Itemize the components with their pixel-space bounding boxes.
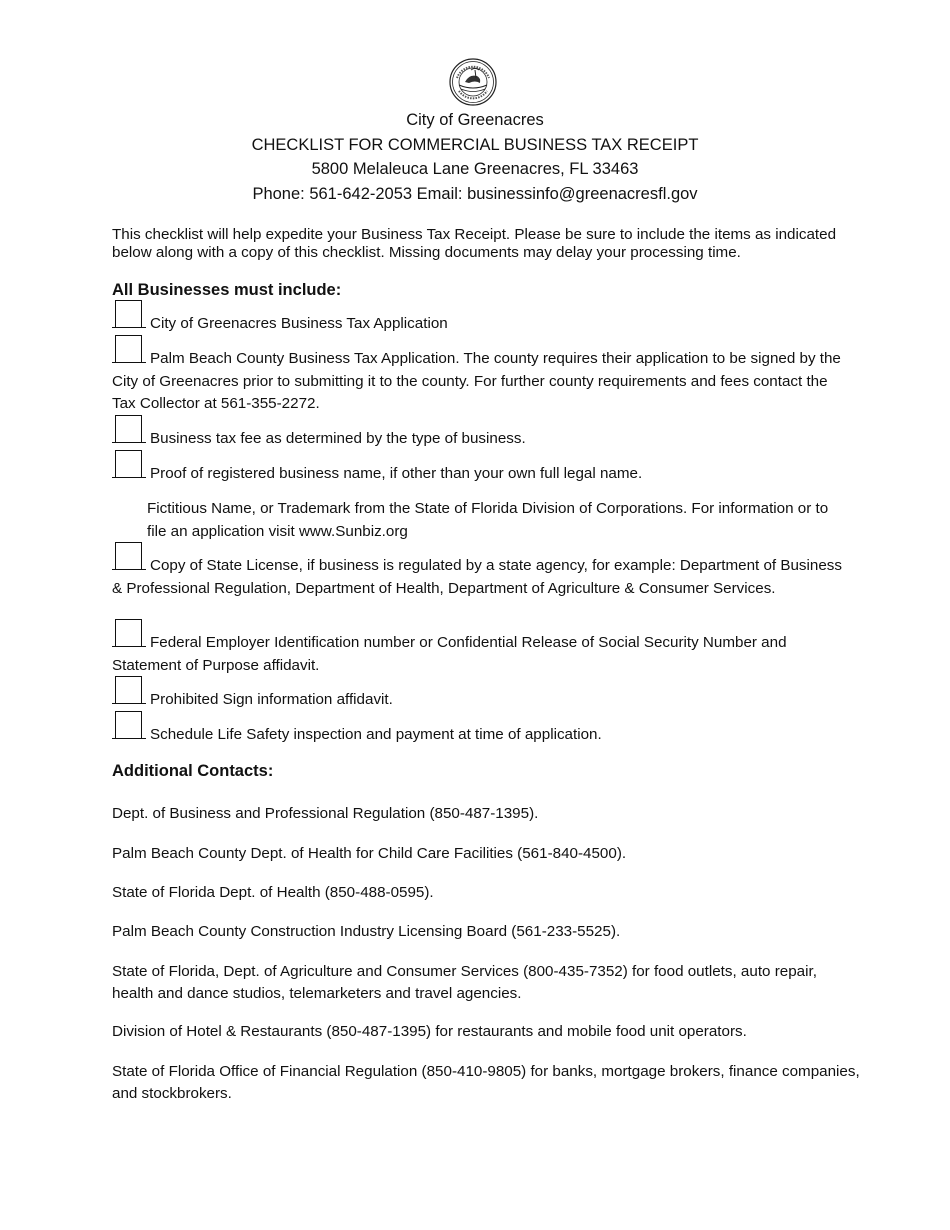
intro-text: This checklist will help expedite your Business Tax Receipt. Please be sure to include the items as indicated below along with a copy of this checklist. Missing documents may delay your processing time. xyxy=(112,226,837,261)
checklist-heading: All Businesses must include: xyxy=(112,281,342,299)
document-title: CHECKLIST FOR COMMERCIAL BUSINESS TAX RECEIPT xyxy=(251,135,699,154)
checklist-item xyxy=(112,348,852,416)
contact-item: State of Florida Office of Financial Regulation (850-410-9805) for banks, mortgage brokers, finance companies, and stockbrokers. xyxy=(112,1063,860,1102)
contact-item: Palm Beach County Dept. of Health for Child Care Facilities (561-840-4500). xyxy=(112,845,627,862)
checklist-item xyxy=(112,724,852,747)
checklist-item xyxy=(112,632,852,677)
contact-item: Dept. of Business and Professional Regulation (850-487-1395). xyxy=(112,805,539,822)
checklist-item-text: Business tax fee as determined by the type of business. xyxy=(150,430,526,447)
city-address: 5800 Melaleuca Lane Greenacres, FL 33463 xyxy=(311,160,639,178)
document-header xyxy=(0,108,950,206)
checkbox[interactable] xyxy=(112,313,146,328)
contact-item: Palm Beach County Construction Industry Licensing Board (561-233-5525). xyxy=(112,923,621,940)
city-seal-icon xyxy=(449,58,497,106)
contacts-heading: Additional Contacts: xyxy=(112,762,274,780)
checklist-item-text: Schedule Life Safety inspection and payment at time of application. xyxy=(150,726,602,743)
checkbox[interactable] xyxy=(112,428,146,443)
city-contact-info: Phone: 561-642-2053 Email: businessinfo@greenacresfl.gov xyxy=(252,184,698,203)
city-name: City of Greenacres xyxy=(406,111,544,129)
checklist-item xyxy=(112,689,852,712)
contact-item: State of Florida Dept. of Health (850-488-0595). xyxy=(112,884,434,901)
contact-item: Division of Hotel & Restaurants (850-487-1395) for restaurants and mobile food unit operators. xyxy=(112,1023,747,1040)
checklist-item-text: Proof of registered business name, if other than your own full legal name. xyxy=(150,465,643,482)
checklist-note: Fictitious Name, or Trademark from the State of Florida Division of Corporations. For information or to file an application visit www.Sunbiz.org xyxy=(147,500,829,540)
checklist-item-text: Prohibited Sign information affidavit. xyxy=(150,691,393,708)
checklist-item-text: Federal Employer Identification number or Confidential Release of Social Security Number and Statement of Purpose affidavit. xyxy=(112,634,787,674)
checkbox[interactable] xyxy=(112,348,146,363)
checkbox[interactable] xyxy=(112,724,146,739)
checklist-item-text: City of Greenacres Business Tax Application xyxy=(150,315,448,332)
checklist-item-text: Palm Beach County Business Tax Application. The county requires their application to be signed by the City of Greenacres prior to submitting it to the county. For further county requirements and fees contact the Tax Collector at 561-355-2272. xyxy=(112,350,841,412)
checklist-item xyxy=(112,313,852,336)
checklist-item xyxy=(112,555,852,600)
checklist-item-text: Copy of State License, if business is regulated by a state agency, for example: Department of Business & Professional Regulation, Department of Health, Department of Agriculture & Consumer Services. xyxy=(112,557,842,597)
checklist-item xyxy=(112,428,852,451)
checkbox[interactable] xyxy=(112,555,146,570)
checklist-item xyxy=(112,463,852,486)
contact-item: State of Florida, Dept. of Agriculture and Consumer Services (800-435-7352) for food outlets, auto repair, health and dance studios, telemarketers and travel agencies. xyxy=(112,963,817,1002)
checkbox[interactable] xyxy=(112,463,146,478)
checkbox[interactable] xyxy=(112,689,146,704)
checkbox[interactable] xyxy=(112,632,146,647)
